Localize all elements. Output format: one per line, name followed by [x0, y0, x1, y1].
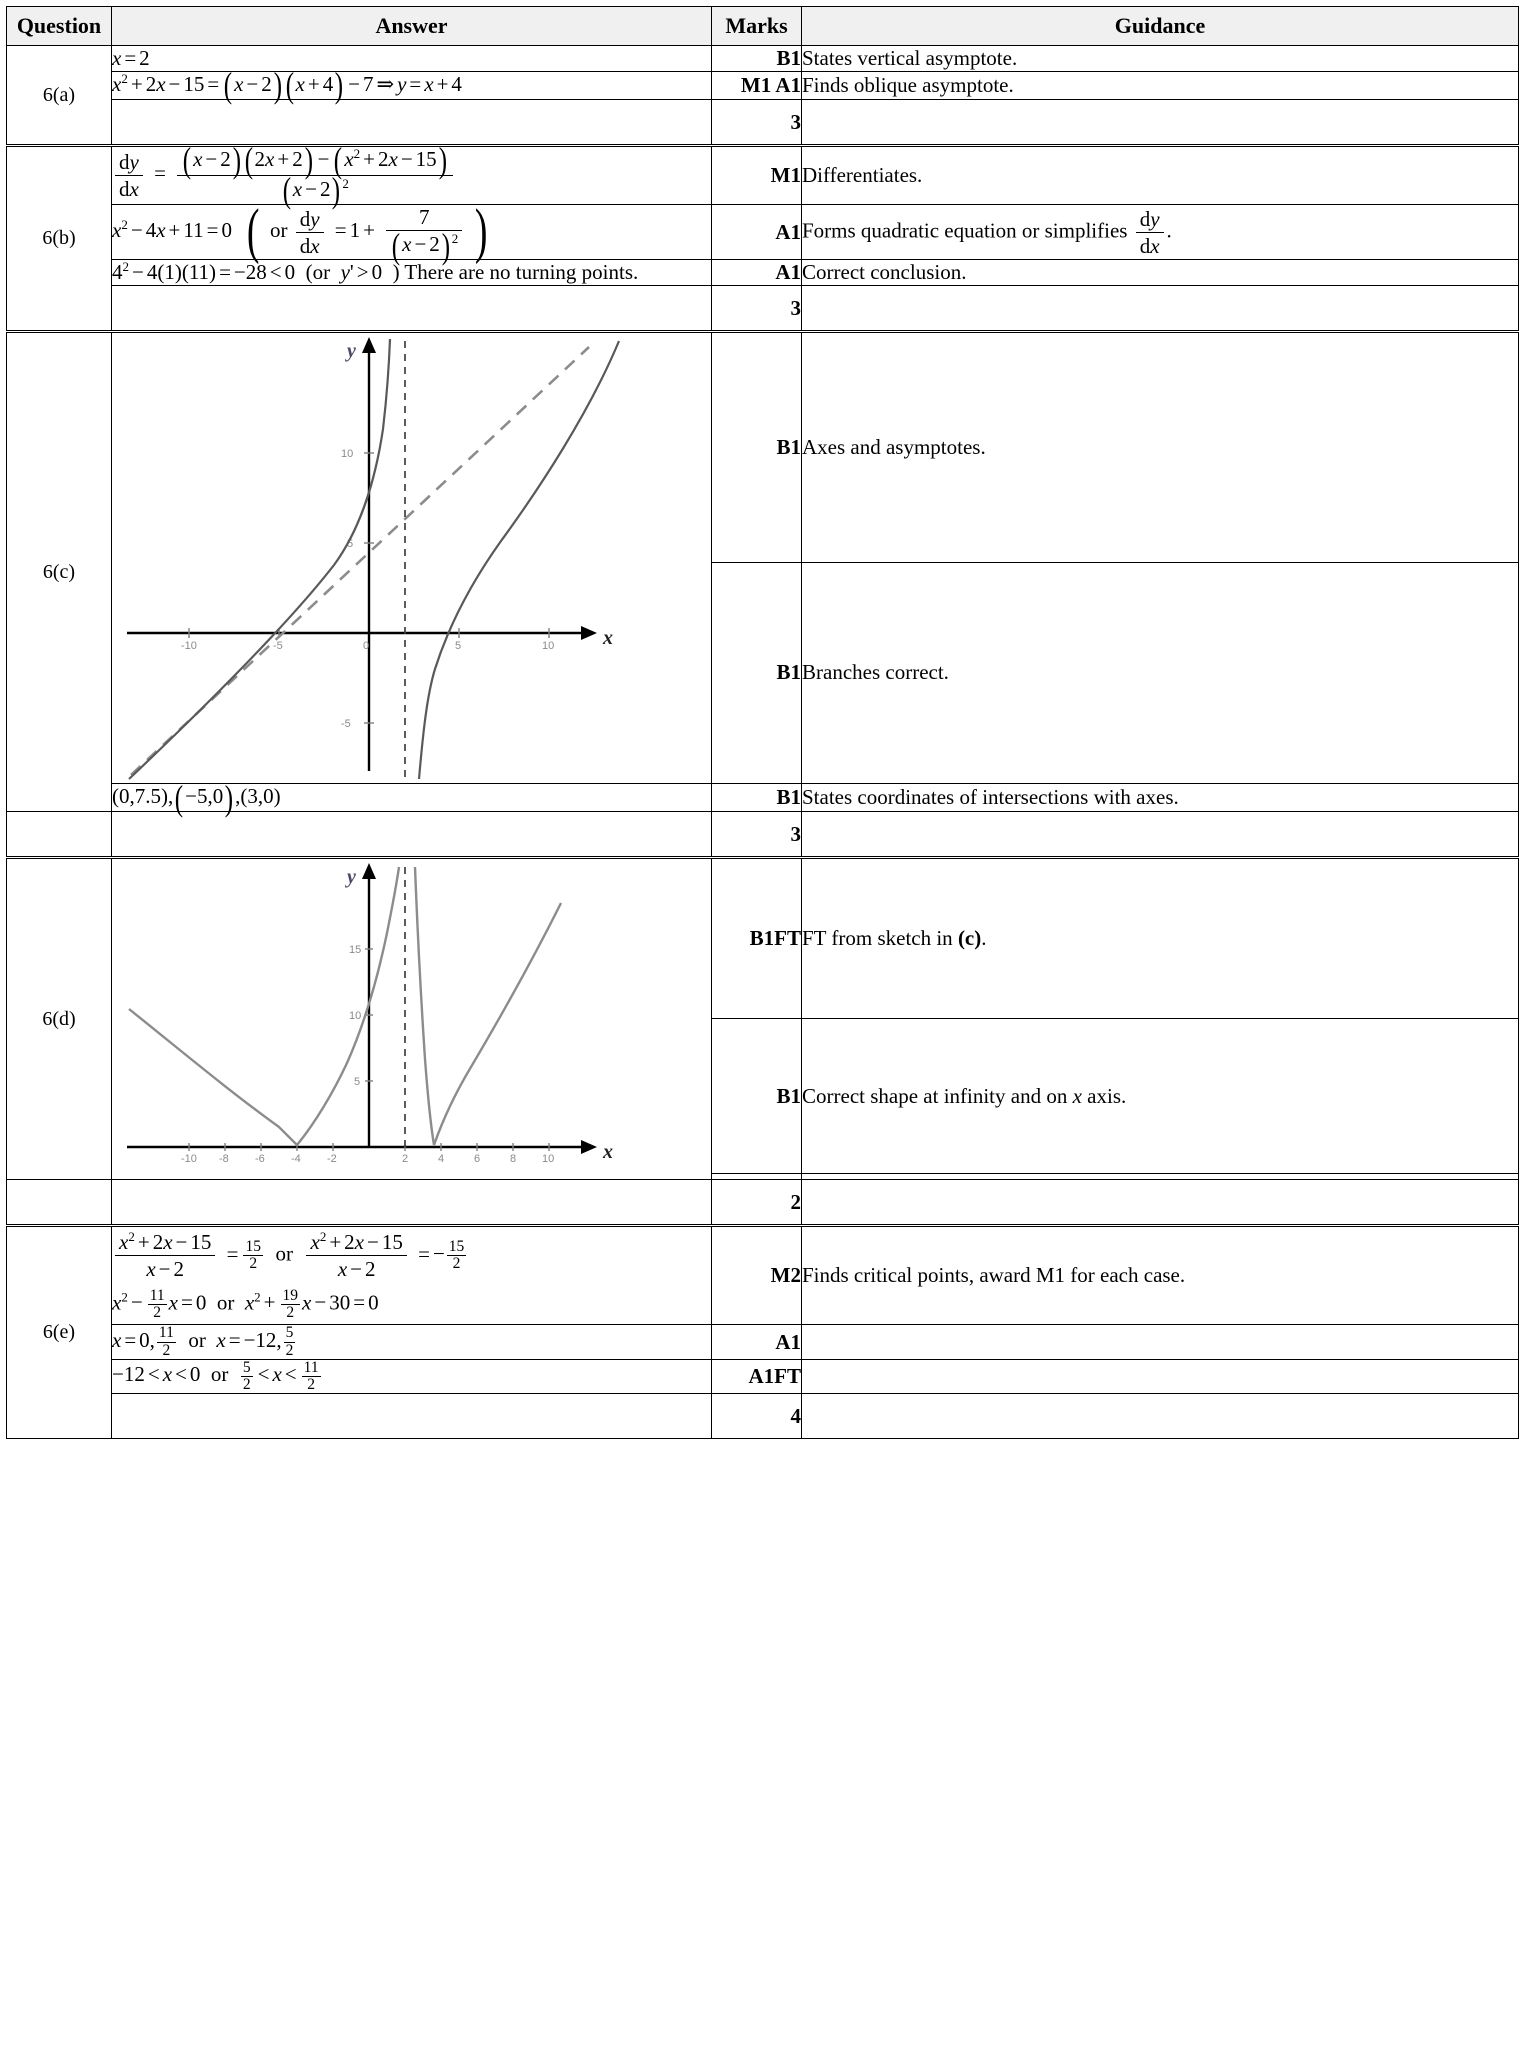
marks-6a-row1: B1	[712, 46, 802, 72]
math-6e-roots: x = 0, $\frac{11}{2}$ or x = −12, $\frac{5}{2}$	[112, 1324, 294, 1359]
column-header-answer: Answer	[112, 7, 712, 46]
guidance-6d-row2	[802, 1019, 1519, 1174]
guidance-6d-row1-post: .	[981, 926, 987, 951]
table-row	[7, 1226, 1519, 1325]
answer-6e-total-spacer	[112, 1394, 712, 1439]
marks-6a-row2: M1 A1	[712, 72, 802, 100]
question-label-6e: 6(e)	[7, 1226, 112, 1439]
marks-6b-total: 3	[712, 286, 802, 332]
svg-text:-6: -6	[255, 1153, 265, 1166]
question-label-6d-total	[7, 1180, 112, 1226]
graph-c-right-branch	[419, 341, 619, 779]
marks-6d-total: 2	[712, 1180, 802, 1226]
table-row	[7, 146, 1519, 205]
svg-text:5: 5	[354, 1076, 361, 1089]
table-row	[7, 1394, 1519, 1439]
marks-6a-total: 3	[712, 100, 802, 146]
answer-6e-row3	[112, 1359, 712, 1394]
guidance-6b-row3: Correct conclusion.	[802, 260, 1519, 286]
table-row	[7, 784, 1519, 812]
marks-6b-row3: A1	[712, 260, 802, 286]
svg-text:10: 10	[542, 640, 555, 653]
svg-text:10: 10	[341, 448, 354, 461]
graph-c-container	[112, 333, 711, 783]
guidance-6a-total	[802, 100, 1519, 146]
graph-c-x-ticks	[181, 628, 554, 652]
answer-6e-row1	[112, 1226, 712, 1325]
guidance-6b-total	[802, 286, 1519, 332]
table-row	[7, 260, 1519, 286]
graph-c	[119, 333, 704, 783]
graph-d-y-axis-label: y	[347, 866, 356, 889]
column-header-marks: Marks	[712, 7, 802, 46]
answer-6e-row2	[112, 1325, 712, 1360]
header-row	[7, 7, 1519, 46]
graph-d	[119, 859, 704, 1179]
marks-6c-total: 3	[712, 812, 802, 858]
guidance-6b-row1: Differentiates.	[802, 146, 1519, 205]
guidance-6e-row3	[802, 1359, 1519, 1394]
answer-6b-row1	[112, 140, 712, 211]
table-row	[7, 1180, 1519, 1226]
answer-6a-total-spacer	[112, 100, 712, 146]
guidance-6d-row2-pre: Correct shape at infinity and on	[802, 1083, 1068, 1108]
math-quadratic-equation: $x^2 - 4x + 11 = 0$ ( or $\frac{dy}{dx}$ = 1 + $\frac{7}{(x - 2) ^2}$ )	[112, 198, 488, 266]
math-vertical-asymptote: x = 2	[112, 46, 150, 70]
svg-text:-10: -10	[181, 640, 197, 653]
graph-c-left-branch	[129, 339, 390, 779]
answer-6c-coordinates	[112, 777, 712, 818]
table-header	[7, 7, 1519, 46]
mark-scheme-table	[6, 6, 1519, 1439]
table-row	[7, 46, 1519, 72]
answer-6a-row2	[112, 65, 712, 106]
graph-d-right-branch-left	[415, 867, 434, 1145]
graph-c-y-arrowhead	[362, 337, 376, 353]
svg-text:4: 4	[438, 1153, 445, 1166]
guidance-6e-row2	[802, 1325, 1519, 1360]
svg-text:5: 5	[347, 538, 354, 551]
guidance-6d-row1-ref: (c)	[957, 926, 982, 951]
math-intersection-coordinates: (0,7.5),(−5,0),(3,0)	[112, 777, 281, 818]
answer-6b-total-spacer	[112, 286, 712, 332]
question-label-6b: 6(b)	[7, 146, 112, 332]
answer-6d-graph	[112, 858, 712, 1180]
graph-d-x-arrowhead	[581, 1140, 597, 1154]
marks-6b-row1: M1	[712, 146, 802, 205]
math-dy-dx-inline: $\frac{dy}{dx}$	[1133, 218, 1167, 242]
graph-c-y-axis-label: y	[347, 340, 356, 363]
marks-6c-row2: B1	[712, 562, 802, 784]
marks-6d-row1: B1FT	[712, 858, 802, 1019]
svg-text:10: 10	[349, 1010, 362, 1023]
answer-6a-row1	[112, 46, 712, 72]
table-row	[7, 100, 1519, 146]
answer-6c-graph	[112, 332, 712, 784]
graph-d-x-axis-label: x	[603, 1141, 613, 1164]
math-oblique-asymptote: $x^2 + 2x - 15 = (x - 2)(x + 4) - 7$ ⇒ y = x + 4	[112, 65, 462, 106]
graph-c-x-arrowhead	[581, 626, 597, 640]
svg-text:-5: -5	[341, 718, 351, 731]
question-label-6a: 6(a)	[7, 46, 112, 146]
svg-text:-5: -5	[273, 640, 283, 653]
marks-6c-row3: B1	[712, 784, 802, 812]
graph-d-container	[112, 859, 711, 1179]
marks-6c-row1: B1	[712, 332, 802, 562]
svg-text:0: 0	[363, 640, 370, 653]
table-row	[7, 205, 1519, 260]
math-critical-points	[112, 1227, 468, 1324]
svg-text:-8: -8	[219, 1153, 229, 1166]
graph-d-left-branch	[129, 1009, 297, 1145]
math-derivative: $\frac{dy}{dx}$ = $\frac{(x - 2)(2x + 2) - (x^2 + 2x - 15)}{(x - 2) ^2}$	[112, 161, 456, 185]
guidance-6d-row1-pre: FT from sketch in	[802, 926, 953, 951]
svg-text:6: 6	[474, 1153, 481, 1166]
question-label-6d: 6(d)	[7, 858, 112, 1180]
svg-text:10: 10	[542, 1153, 555, 1166]
guidance-6e-total	[802, 1394, 1519, 1439]
guidance-6c-row1: Axes and asymptotes.	[802, 332, 1519, 562]
answer-6b-row2	[112, 198, 712, 266]
guidance-6b-row2-period: .	[1166, 217, 1172, 242]
guidance-6d-row1	[802, 858, 1519, 1019]
marks-6e-row2: A1	[712, 1325, 802, 1360]
math-discriminant: $4^2 - 4(1)(11) = -28 < 0$ (or y' > 0 ) There are no turning points.	[112, 259, 639, 285]
answer-6b-row3	[112, 260, 712, 286]
svg-text:-2: -2	[327, 1153, 337, 1166]
table-row	[7, 1359, 1519, 1394]
math-6e-inequalities: −12 < x < 0 or $\frac{5}{2}$ < x < $\frac{11}{2}$	[112, 1358, 319, 1394]
svg-text:8: 8	[510, 1153, 517, 1166]
guidance-6c-total	[802, 812, 1519, 858]
answer-6d-total-spacer	[112, 1180, 712, 1226]
guidance-6d-row2-post: axis.	[1087, 1083, 1127, 1108]
math-6e-equations: $\frac{x^2 + 2x - 15}{x - 2}$ = $\frac{15}{2}$ or $\frac{x^2 + 2x - 15}{x - 2}$ = − $\frac{15}{2}$	[112, 1227, 468, 1284]
graph-d-y-arrowhead	[362, 863, 376, 879]
table-row	[7, 286, 1519, 332]
table-row	[7, 858, 1519, 1019]
guidance-6c-row3: States coordinates of intersections with axes.	[802, 784, 1519, 812]
graph-d-middle-branch	[297, 867, 399, 1145]
guidance-6d-total	[802, 1180, 1519, 1226]
table-row	[7, 72, 1519, 100]
marks-6d-row2: B1	[712, 1019, 802, 1174]
svg-text:5: 5	[455, 640, 462, 653]
column-header-guidance: Guidance	[802, 7, 1519, 46]
table-row	[7, 812, 1519, 858]
svg-text:-4: -4	[291, 1153, 301, 1166]
svg-text:2: 2	[402, 1153, 409, 1166]
table-row	[7, 332, 1519, 562]
marks-6e-total: 4	[712, 1394, 802, 1439]
answer-6c-total-spacer	[112, 812, 712, 858]
graph-d-right-branch-up	[434, 903, 561, 1145]
svg-text:15: 15	[349, 944, 362, 957]
guidance-6d-row2-var: x	[1072, 1083, 1082, 1108]
marks-6b-row2: A1	[712, 205, 802, 260]
marks-6e-row3: A1FT	[712, 1359, 802, 1394]
guidance-6a-row2: Finds oblique asymptote.	[802, 72, 1519, 100]
svg-text:-10: -10	[181, 1153, 197, 1166]
graph-c-x-axis-label: x	[603, 627, 613, 650]
column-header-question: Question	[7, 7, 112, 46]
question-label-6c-total	[7, 812, 112, 858]
guidance-6c-row2: Branches correct.	[802, 562, 1519, 784]
table-row	[7, 1325, 1519, 1360]
guidance-6b-row2-text: Forms quadratic equation or simplifies	[802, 217, 1128, 242]
guidance-6a-row1: States vertical asymptote.	[802, 46, 1519, 72]
guidance-6b-row2	[802, 205, 1519, 260]
question-label-6c: 6(c)	[7, 332, 112, 812]
guidance-6e-row1: Finds critical points, award M1 for each case.	[802, 1226, 1519, 1325]
math-6e-expanded: $x^2$ − $\frac{11}{2}$ x = 0 or $x^2$ + $\frac{19}{2}$ x − 30 = 0	[112, 1286, 379, 1321]
marks-6e-row1: M2	[712, 1226, 802, 1325]
